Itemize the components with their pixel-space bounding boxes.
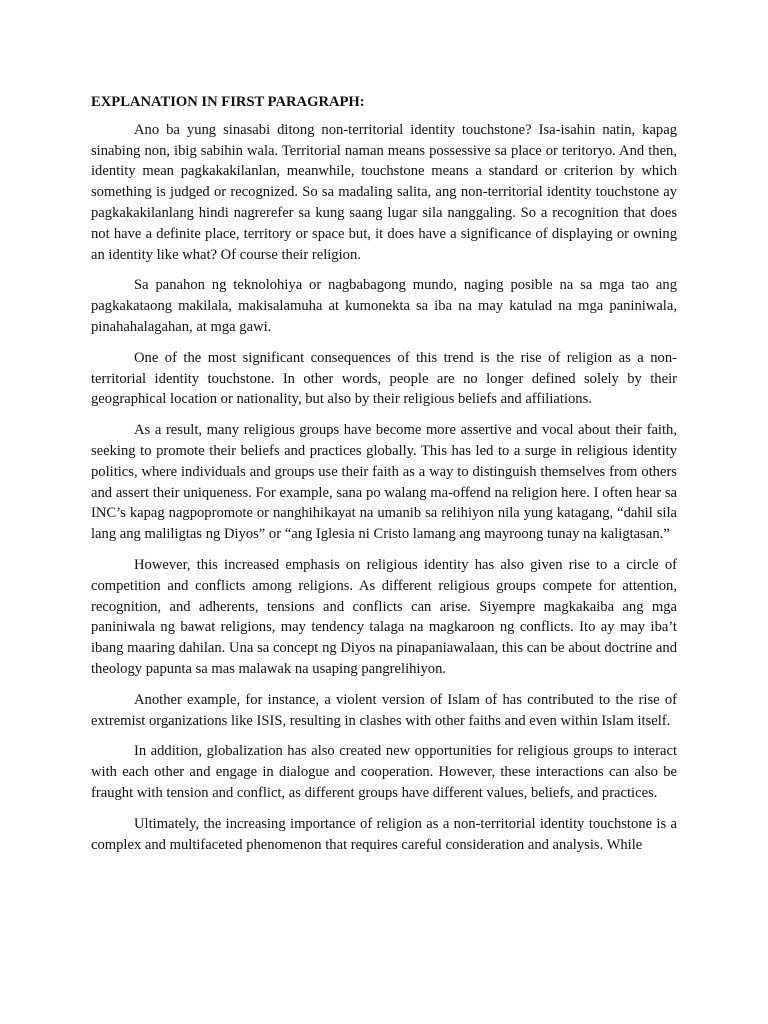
paragraph-8: Ultimately, the increasing importance of religion as a non-territorial identity touchstone is a complex and multifaceted phenomenon that requires careful consideration and analysis. While [91,815,677,853]
document-heading: EXPLANATION IN FIRST PARAGRAPH: [91,94,365,110]
paragraph-1: Ano ba yung sinasabi ditong non-territorial identity touchstone? Isa-isahin natin, kapag sinabing non, ibig sabihin wala. Territorial naman means possessive sa place or teritoryo. And then, identity mean pagkakakilanlan, meanwhile, touchstone means a standard or criterion by which something is judged or recognized. So sa madaling salita, ang non-territorial identity touchstone ay pagkakakilanlang hindi nagrerefer sa kung saang lugar sila nanggaling. So a recognition that does not have a definite place, territory or space but, it does have a significance of displaying or owning an identity like what? Of course their religion. [91,121,677,263]
paragraph-6: Another example, for instance, a violent version of Islam of has contributed to the rise of extremist organizations like ISIS, resulting in clashes with other faiths and even within Islam itself. [91,691,677,729]
paragraph-5: However, this increased emphasis on religious identity has also given rise to a circle of competition and conflicts among religions. As different religious groups compete for attention, recognition, and adherents, tensions and conflicts can arise. Siyempre magkakaiba ang mga paniniwala ng bawat religions, may tendency talaga na magkaroon ng conflicts. Ito ay may iba’t ibang maaring dahilan. Una sa concept ng Diyos na pinapaniawalaan, this can be about doctrine and theology papunta sa mas malawak na usaping pangrelihiyon. [91,556,677,677]
paragraph-2: Sa panahon ng teknolohiya or nagbabagong mundo, naging posible na sa mga tao ang pagkakataong makilala, makisalamuha at kumonekta sa iba na may katulad na mga paniniwala, pinahahalagahan, at mga gawi. [91,277,677,335]
paragraph-3: One of the most significant consequences of this trend is the rise of religion as a non-territorial identity touchstone. In other words, people are no longer defined solely by their geographical location or nationality, but also by their religious beliefs and affiliations. [91,349,677,408]
paragraph-4: As a result, many religious groups have become more assertive and vocal about their faith, seeking to promote their beliefs and practices globally. This has led to a surge in religious identity politics, where individuals and groups use their faith as a way to distinguish themselves from others and assert their uniqueness. For example, sana po walang ma-offend na religion here. I often hear sa INC’s kapag nagpopromote or nanghihikayat na umanib sa relihiyon nila yung katagang, “dahil sila lang ang maliligtas ng Diyos” or “ang Iglesia ni Cristo lamang ang mayroong tunay na kaligtasan.” [91,422,677,543]
document-page [91,92,677,865]
paragraph-7: In addition, globalization has also created new opportunities for religious groups to interact with each other and engage in dialogue and cooperation. However, these interactions can also be fraught with tension and conflict, as different groups have different values, beliefs, and practices. [91,743,677,801]
